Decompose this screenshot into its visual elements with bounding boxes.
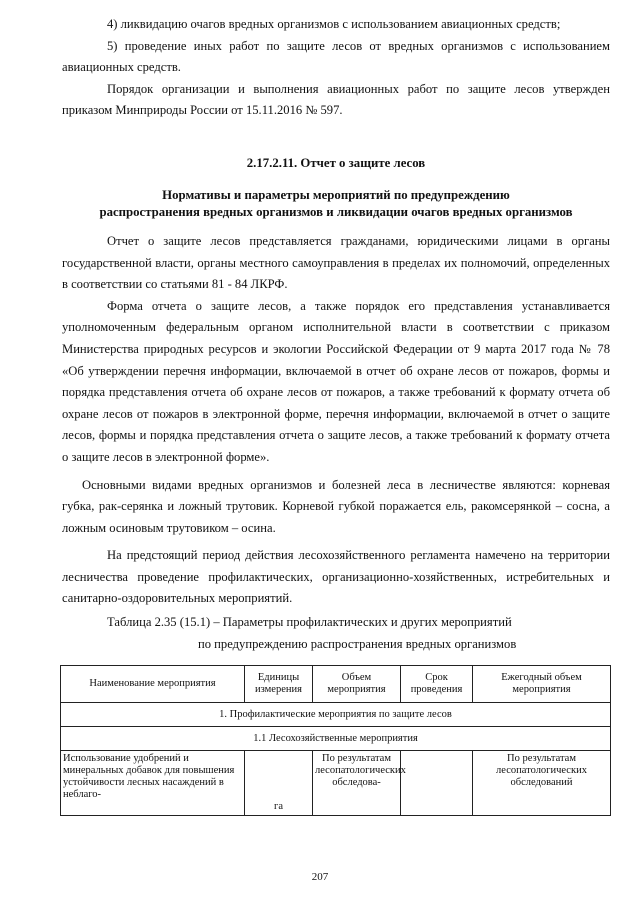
cell-annual: По результатам лесопатологических обследований bbox=[473, 751, 611, 816]
table-caption-line1: Таблица 2.35 (15.1) – Параметры профилактических и других мероприятий bbox=[107, 615, 512, 630]
cell-term bbox=[401, 751, 473, 816]
cell-measure-name: Использование удобрений и минеральных добавок для повышения устойчивости лесных насаждений в неблаго- bbox=[61, 751, 245, 816]
header-cell-term: Срок проведения bbox=[401, 666, 473, 703]
table-header-row bbox=[61, 666, 611, 703]
cell-unit: га bbox=[245, 751, 313, 816]
paragraph-pests: Основными видами вредных организмов и болезней леса в лесничестве являются: корневая губка, рак-серянка и ложный трутовик. Корневой губкой поражается ель, ракомсерянкой – сосна, а ложным осиновым трутовиком – осина. bbox=[62, 477, 610, 535]
cell-volume: По результатам лесопатологических обследова- bbox=[313, 751, 401, 816]
table-section-row bbox=[61, 703, 611, 727]
table-caption-line2: по предупреждению распространения вредных организмов bbox=[198, 636, 517, 651]
header-cell-annual: Ежегодный объем мероприятия bbox=[473, 666, 611, 703]
page-number: 207 bbox=[311, 871, 329, 883]
header-cell-unit: Единицы измерения bbox=[245, 666, 313, 703]
header-cell-name: Наименование мероприятия bbox=[61, 666, 245, 703]
paragraph-report: Отчет о защите лесов представляется гражданами, юридическими лицами в органы государственной власти, органы местного самоуправления в пределах их полномочий, определенных в соответствии со статьями 81 - 84 ЛКРФ. bbox=[62, 233, 610, 292]
section-cell-prophylactic: 1. Профилактические мероприятия по защите лесов bbox=[61, 703, 611, 727]
subsection-heading bbox=[62, 187, 610, 221]
page-content bbox=[62, 14, 610, 816]
measures-table bbox=[60, 665, 611, 816]
paragraph-report-form: Форма отчета о защите лесов, а также порядок его представления устанавливается уполномоченным федеральным органом исполнительной власти в соответствии с приказом Министерства природных ресурсов и экологии Российской Федерации от 9 марта 2017 года № 78 «Об утверждении перечня информации, включаемой в отчет об охране лесов от пожаров, формы и порядка представления отчета об охране лесов от пожаров, а также требований к формату отчета об охране лесов от пожаров в электронной форме, перечня информации, включаемой в отчет о защите лесов, формы и порядка представления отчета о защите лесов, а также требований к формату отчета о защите лесов в электронной форме». bbox=[62, 298, 610, 464]
subsection-heading-line2: распространения вредных организмов и ликвидации очагов вредных организмов bbox=[99, 204, 573, 219]
paragraph-planned-measures: На предстоящий период действия лесохозяйственного регламента намечено на территории лесничества проведение профилактических, организационно-хозяйственных, истребительных и санитарно-оздоровительных мероприятий. bbox=[62, 548, 610, 606]
table-subsection-row bbox=[61, 727, 611, 751]
section-cell-forestry: 1.1 Лесохозяйственные мероприятия bbox=[61, 727, 611, 751]
subsection-heading-line1: Нормативы и параметры мероприятий по предупреждению bbox=[162, 187, 510, 202]
section-heading: 2.17.2.11. Отчет о защите лесов bbox=[246, 155, 426, 170]
header-cell-volume: Объем мероприятия bbox=[313, 666, 401, 703]
list-item-5: 5) проведение иных работ по защите лесов от вредных организмов с использованием авиационных средств. bbox=[62, 38, 610, 75]
table-row bbox=[61, 751, 611, 816]
paragraph-aviation-order: Порядок организации и выполнения авиационных работ по защите лесов утвержден приказом Минприроды России от 15.11.2016 № 597. bbox=[62, 81, 610, 118]
list-item-4: 4) ликвидацию очагов вредных организмов с использованием авиационных средств; bbox=[107, 17, 561, 31]
